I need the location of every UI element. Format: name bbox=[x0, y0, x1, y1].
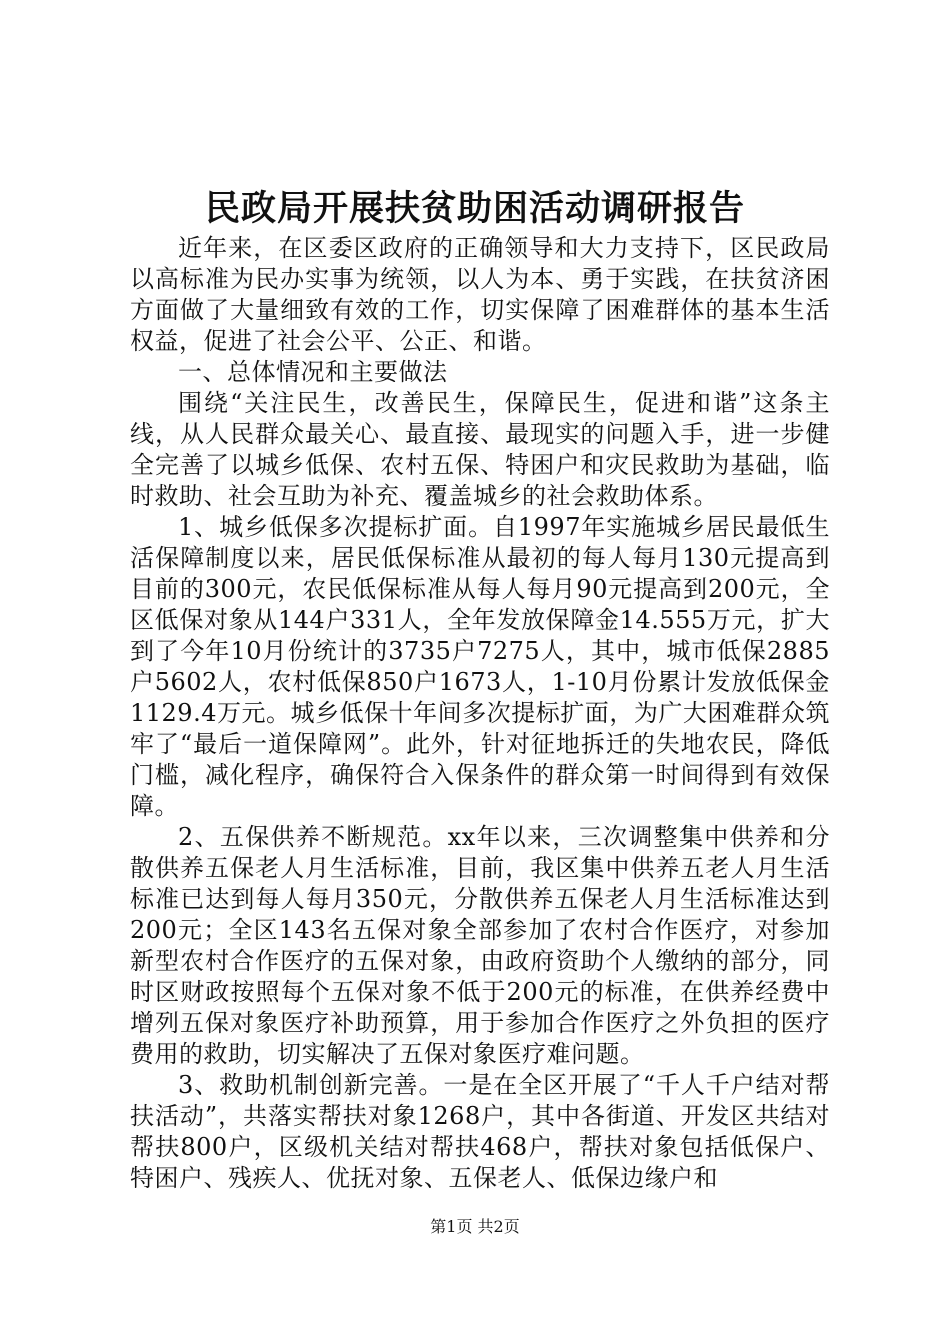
paragraph-item-3: 3、救助机制创新完善。一是在全区开展了“千人千户结对帮扶活动”，共落实帮扶对象1268户，其中各街道、开发区共结对帮扶800户，区级机关结对帮扶468户，帮扶对象包括低保户、特困户、残疾人、优抚对象、五保老人、低保边缘户和 bbox=[130, 1071, 830, 1192]
page-number: 第1页 bbox=[430, 1217, 473, 1236]
section-heading: 一、总体情况和主要做法 bbox=[178, 358, 448, 386]
paragraph-item-2: 2、五保供养不断规范。xx年以来，三次调整集中供养和分散供养五保老人月生活标准，目前，我区集中供养五老人月生活标准已达到每人每月350元，分散供养五保老人月生活标准达到200元；全区143名五保对象全部参加了农村合作医疗，对参加新型农村合作医疗的五保对象，由政府资助个人缴纳的部分，同时区财政按照每个五保对象不低于200元的标准，在供养经费中增列五保对象医疗补助预算，用于参加合作医疗之外负担的医疗费用的救助，切实解决了五保对象医疗难问题。 bbox=[130, 823, 830, 1068]
paragraph-intro: 近年来，在区委区政府的正确领导和大力支持下，区民政局以高标准为民办实事为统领，以人为本、勇于实践，在扶贫济困方面做了大量细致有效的工作，切实保障了困难群体的基本生活权益，促进了社会公平、公正、和谐。 bbox=[130, 234, 830, 355]
paragraph-overview: 围绕“关注民生，改善民生，保障民生，促进和谐”这条主线，从人民群众最关心、最直接、最现实的问题入手，进一步健全完善了以城乡低保、农村五保、特困户和灾民救助为基础，临时救助、社会互助为补充、覆盖城乡的社会救助体系。 bbox=[130, 389, 830, 510]
page-footer bbox=[0, 1216, 950, 1238]
document-title: 民政局开展扶贫助困活动调研报告 bbox=[204, 188, 745, 229]
page-total: 共2页 bbox=[477, 1217, 520, 1236]
paragraph-item-1: 1、城乡低保多次提标扩面。自1997年实施城乡居民最低生活保障制度以来，居民低保标准从最初的每人每月130元提高到目前的300元，农民低保标准从每人每月90元提高到200元，全区低保对象从144户331人，全年发放保障金14.555万元，扩大到了今年10月份统计的3735户7275人，其中，城市低保2885户5602人，农村低保850户1673人，1-10月份累计发放低保金1129.4万元。城乡低保十年间多次提标扩面，为广大困难群众筑牢了“最后一道保障网”。此外，针对征地拆迁的失地农民，降低门槛，减化程序，确保符合入保条件的群众第一时间得到有效保障。 bbox=[130, 513, 830, 820]
document-body bbox=[130, 233, 830, 1194]
